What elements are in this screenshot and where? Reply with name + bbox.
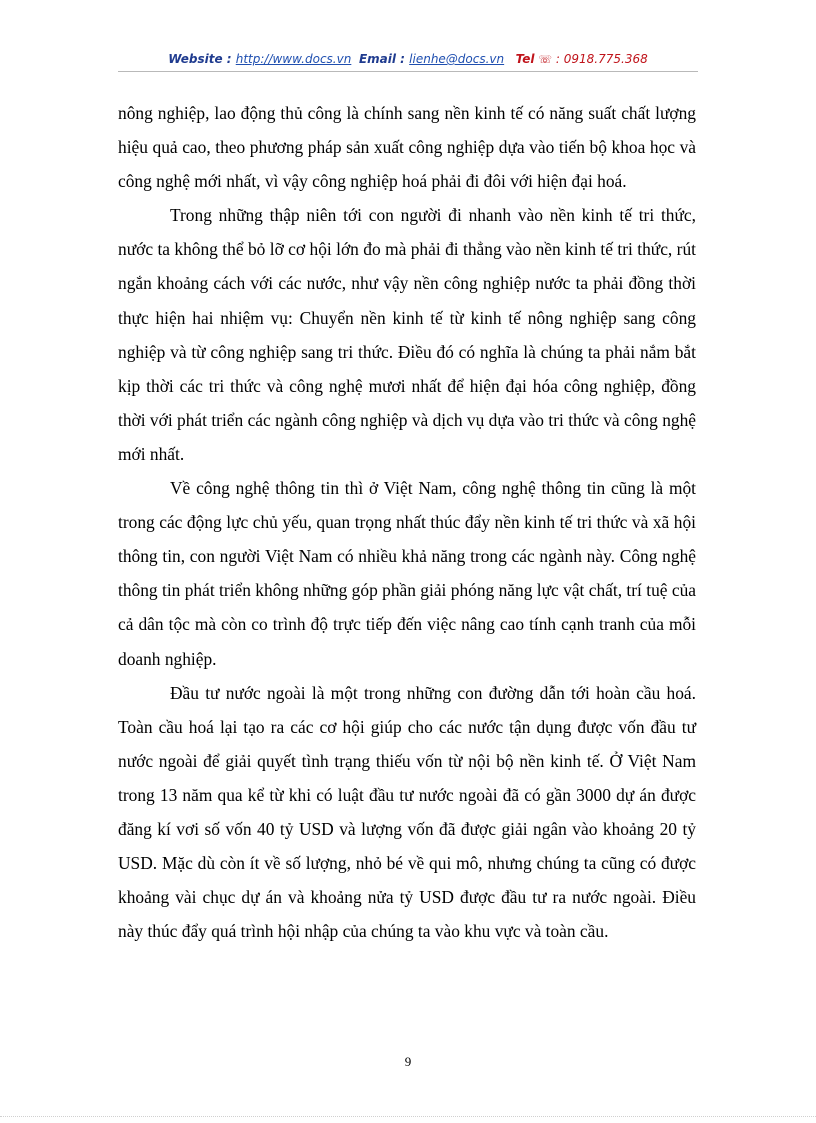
website-separator: : (222, 52, 236, 66)
document-body (118, 96, 696, 948)
phone-icon: ☏ (538, 53, 553, 66)
email-separator: : (396, 52, 410, 66)
page-number: 9 (404, 1054, 412, 1069)
website-label: Website (168, 52, 223, 66)
footer-divider (0, 1116, 816, 1117)
paragraph-knowledge-economy: Trong những thập niên tới con người đi nhanh vào nền kinh tế tri thức, nước ta không thể bỏ lỡ cơ hội lớn đo mà phải đi thẳng vào nền kinh tế tri thức, rút ngắn khoảng cách với các nước, như vậy nền công nghiệp nước ta phải đồng thời thực hiện hai nhiệm vụ: Chuyển nền kinh tế từ kinh tế nông nghiệp sang công nghiệp và từ công nghiệp sang tri thức. Điều đó có nghĩa là chúng ta phải nắm bắt kịp thời các tri thức và công nghệ mươi nhất để hiện đại hóa công nghiệp, đồng thời với phát triển các ngành công nghiệp và dịch vụ dựa vào tri thức và công nghệ mới nhất. (118, 205, 696, 464)
page-header (118, 51, 698, 72)
phone-separator: : (552, 52, 564, 66)
email-label: Email (358, 52, 396, 66)
paragraph-foreign-investment: Đầu tư nước ngoài là một trong những con đường dẫn tới hoàn cầu hoá. Toàn cầu hoá lại tạo ra các cơ hội giúp cho các nước tận dụng được vốn đầu tư nước ngoài để giải quyết tình trạng thiếu vốn từ nội bộ nền kinh tế. Ở Việt Nam trong 13 năm qua kể từ khi có luật đầu tư nước ngoài đã có gần 3000 dự án được đăng kí vơi số vốn 40 tỷ USD và lượng vốn đã được giải ngân vào khoảng 20 tỷ USD. Mặc dù còn ít về số lượng, nhỏ bé về qui mô, nhưng chúng ta cũng có được khoảng vài chục dự án và khoảng nửa tỷ USD được đầu tư ra nước ngoài. Điều này thúc đẩy quá trình hội nhập của chúng ta vào khu vực và toàn cầu. (118, 682, 696, 942)
phone-number: 0918.775.368 (563, 52, 648, 66)
email-link[interactable]: lienhe@docs.vn (409, 52, 505, 66)
paragraph-information-technology: Về công nghệ thông tin thì ở Việt Nam, công nghệ thông tin cũng là một trong các động lực chủ yếu, quan trọng nhất thúc đẩy nền kinh tế tri thức và xã hội thông tin, con người Việt Nam có nhiều khả năng trong các ngành này. Công nghệ thông tin phát triển không những góp phần giải phóng năng lực vật chất, trí tuệ của cả dân tộc mà còn co trình độ trực tiếp đến việc nâng cao tính cạnh tranh của mỗi doanh nghiệp. (118, 478, 696, 669)
tel-label: Tel (515, 52, 535, 66)
paragraph-continuation: nông nghiệp, lao động thủ công là chính sang nền kinh tế có năng suất chất lượng hiệu quả cao, theo phương pháp sản xuất công nghiệp dựa vào tiến bộ khoa học và công nghệ mới nhất, vì vậy công nghiệp hoá phải đi đôi với hiện đại hoá. (118, 103, 696, 192)
website-link[interactable]: http://www.docs.vn (235, 52, 352, 66)
